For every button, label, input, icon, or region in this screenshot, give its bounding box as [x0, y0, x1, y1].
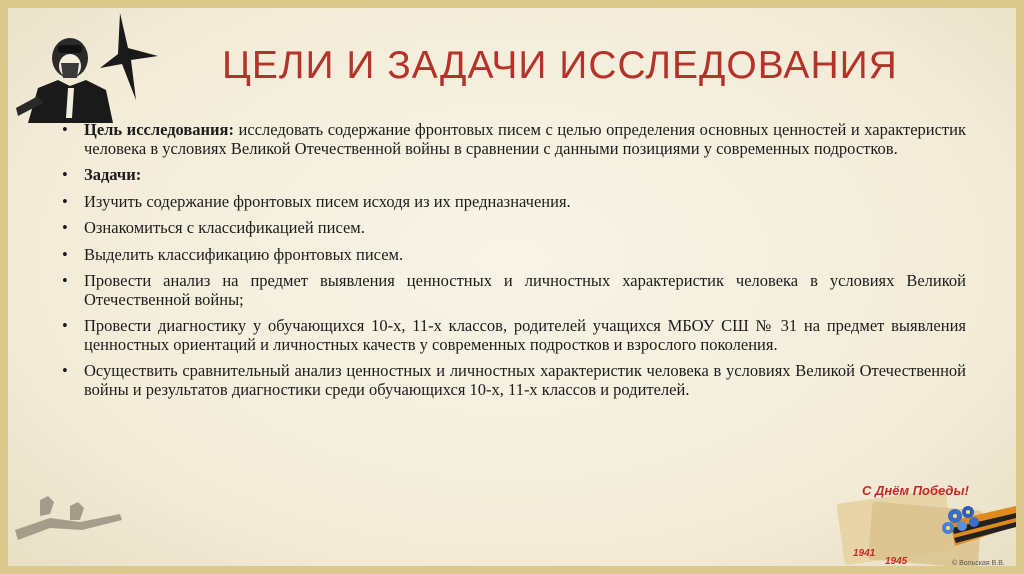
- content-list: [62, 121, 966, 407]
- author-credit: © Вольская В.В.: [952, 560, 1005, 567]
- goal-label: Цель исследования:: [84, 120, 234, 139]
- bullet: •: [62, 244, 68, 264]
- list-item-task: [62, 362, 966, 399]
- pilot-and-plane-illustration: [8, 8, 163, 123]
- year-end: 1945: [885, 556, 908, 567]
- list-item-task: [62, 317, 966, 354]
- task-text: Изучить содержание фронтовых писем исходя из их предназначения.: [84, 191, 571, 211]
- list-item-task: [62, 246, 966, 265]
- list-item-task: [62, 272, 966, 309]
- task-text: Провести диагностику у обучающихся 10-х, 11-х классов, родителей учащихся МБОУ СШ № 31 на предмет выявления ценностных ориентаций и личностных качеств у современных подростков и взрослого поколения.: [84, 316, 966, 354]
- bullet: •: [62, 361, 68, 380]
- goal-text: исследовать содержание фронтовых писем с целью определения основных ценностей и характеристик человека в условиях Великой Отечественной войны в сравнении с данными позициями у современных подростков.: [84, 120, 966, 158]
- bullet: •: [62, 316, 68, 335]
- bullet: •: [62, 120, 68, 139]
- task-text: Осуществить сравнительный анализ ценностных и личностных характеристик человека в условиях Великой Отечественной войны и результатов диагностики среди обучающихся 10-х, 11-х классов и родителей.: [84, 361, 966, 399]
- list-item-tasks-label: [62, 166, 966, 185]
- tasks-label: Задачи:: [84, 165, 142, 184]
- list-item-goal: [62, 121, 966, 158]
- task-text: Выделить классификацию фронтовых писем.: [84, 244, 404, 264]
- bullet: •: [62, 165, 68, 184]
- bullet: •: [62, 191, 68, 211]
- list-item-task: [62, 219, 966, 238]
- list-item-task: [62, 193, 966, 212]
- bullet: •: [62, 271, 68, 290]
- bullet: •: [62, 218, 68, 237]
- victory-greeting: С Днём Победы!: [862, 483, 969, 498]
- task-text: Провести анализ на предмет выявления ценностных и личностных характеристик человека в условиях Великой Отечественной войны;: [84, 271, 966, 309]
- soldiers-silhouette-illustration: [10, 470, 130, 550]
- task-text: Ознакомиться с классификацией писем.: [84, 218, 365, 237]
- year-start: 1941: [853, 548, 876, 559]
- slide-title: ЦЕЛИ И ЗАДАЧИ ИССЛЕДОВАНИЯ: [222, 44, 898, 87]
